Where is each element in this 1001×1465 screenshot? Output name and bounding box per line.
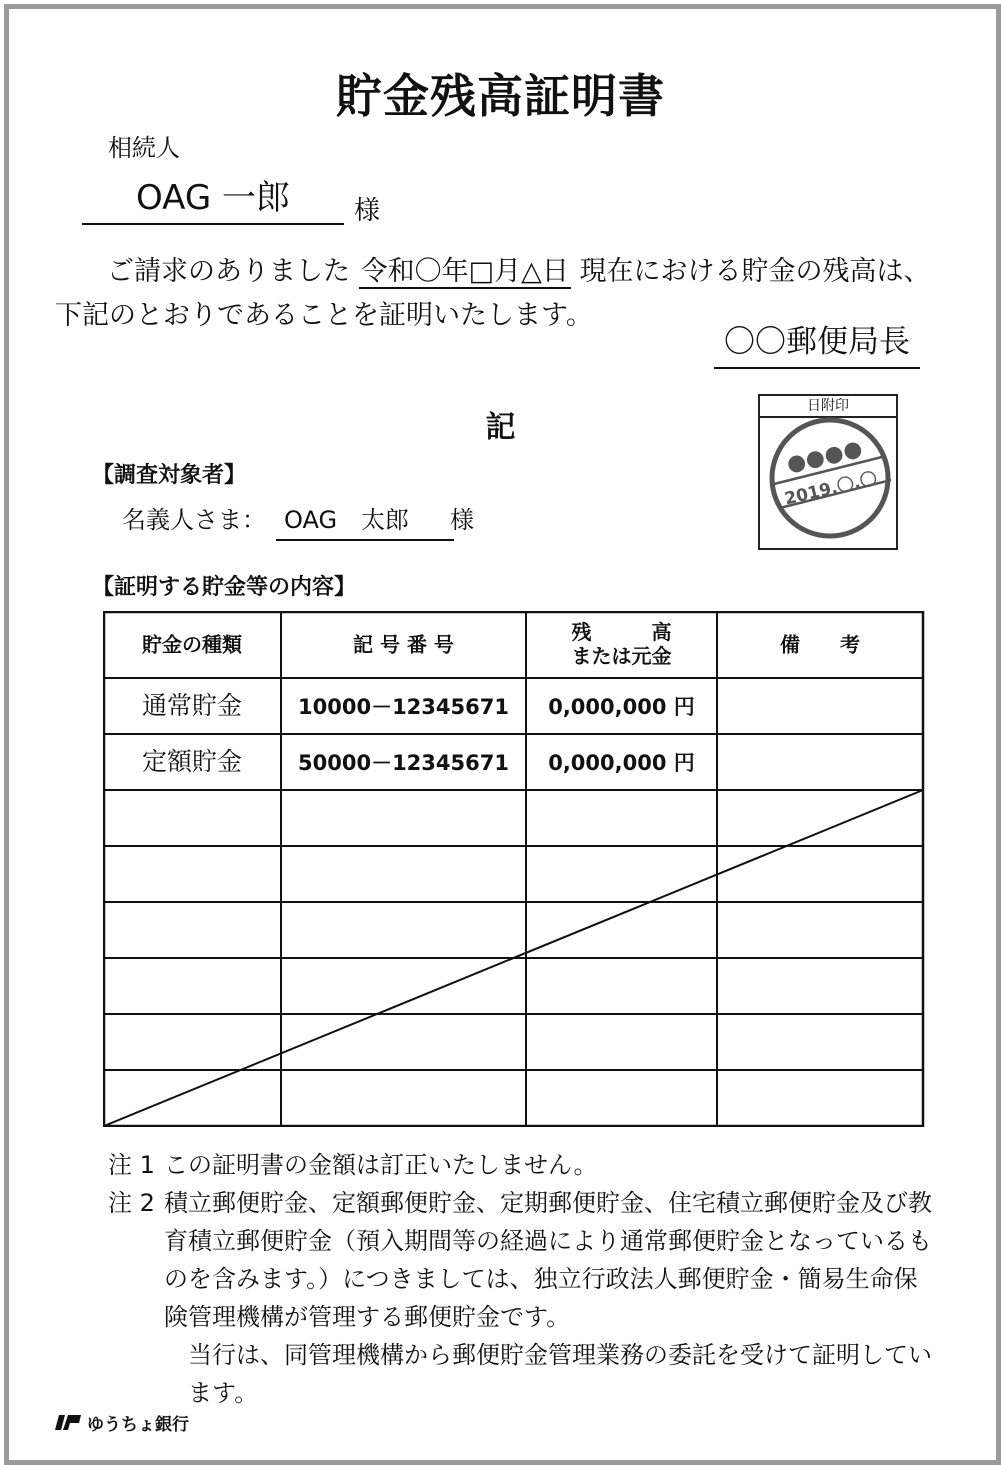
note-1 — [108, 1146, 938, 1184]
holder-name: OAG 太郎 — [276, 500, 454, 541]
table-header-cell: 残 高または元金 — [571, 620, 672, 668]
heir-name: OAG 一郎 — [82, 170, 344, 225]
table-cell: 定額貯金 — [141, 747, 243, 776]
request-text-line2: 下記のとおりであることを証明いたします。 — [55, 300, 593, 331]
section-contents-heading: 【証明する貯金等の内容】 — [92, 575, 357, 600]
note-2-text: 積立郵便貯金、定額郵便貯金、定期郵便貯金、住宅積立郵便貯金及び教育積立郵便貯金（預入期間等の経過により通常郵便貯金となっているものを含みます。）につきましては、独立行政法人郵便貯金・簡易生命保険管理機構が管理する郵便貯金です。 — [164, 1189, 932, 1331]
request-text-after: 現在における貯金の残高は、 — [579, 256, 931, 287]
postmark-date: 2019.〇.〇 — [782, 468, 880, 510]
document-title: 貯金残高証明書 — [336, 69, 665, 123]
date-stamp-header: 日附印 — [760, 396, 896, 418]
table-header-cell: 貯金の種類 — [142, 632, 242, 657]
notes — [108, 1146, 938, 1412]
request-text-before: ご請求のありました — [107, 256, 350, 287]
heir-label: 相続人 — [108, 134, 180, 162]
table-header-cell: 記 号 番 号 — [353, 632, 454, 657]
note-2 — [108, 1184, 938, 1412]
holder-label: 名義人さま： — [122, 506, 266, 534]
table-border — [104, 612, 923, 1126]
request-date: 令和〇年□月△日 — [360, 256, 569, 287]
footer-brand-name: ゆうちょ銀行 — [87, 1415, 189, 1435]
table-cell: 10000－12345671 — [298, 695, 509, 719]
yucho-logo-icon — [55, 1415, 81, 1430]
note-2-label: 注 2 — [108, 1189, 155, 1217]
table-cell: 0,000,000 円 — [548, 695, 695, 719]
table-cell: 通常貯金 — [141, 691, 243, 720]
table-cell: 50000－12345671 — [298, 751, 509, 775]
savings-table — [103, 611, 925, 1127]
heir-honorific: 様 — [354, 196, 381, 226]
postmaster-name: 〇〇郵便局長 — [714, 316, 920, 369]
section-subject-heading: 【調査対象者】 — [92, 463, 247, 488]
note-1-text: この証明書の金額は訂正いたしません。 — [164, 1151, 598, 1179]
ki-heading: 記 — [485, 410, 516, 445]
note-2-text-2: 当行は、同管理機構から郵便貯金管理業務の委託を受けて証明しています。 — [188, 1341, 932, 1407]
table-header-cell: 備 考 — [780, 632, 860, 657]
table-cell: 0,000,000 円 — [548, 751, 695, 775]
postmark-dots: ●●●● — [784, 435, 865, 478]
date-stamp-box — [758, 394, 898, 550]
holder-honorific: 様 — [450, 506, 474, 534]
footer-brand — [55, 1410, 189, 1435]
note-1-label: 注 1 — [108, 1151, 155, 1179]
postmark-stamp — [760, 416, 896, 548]
